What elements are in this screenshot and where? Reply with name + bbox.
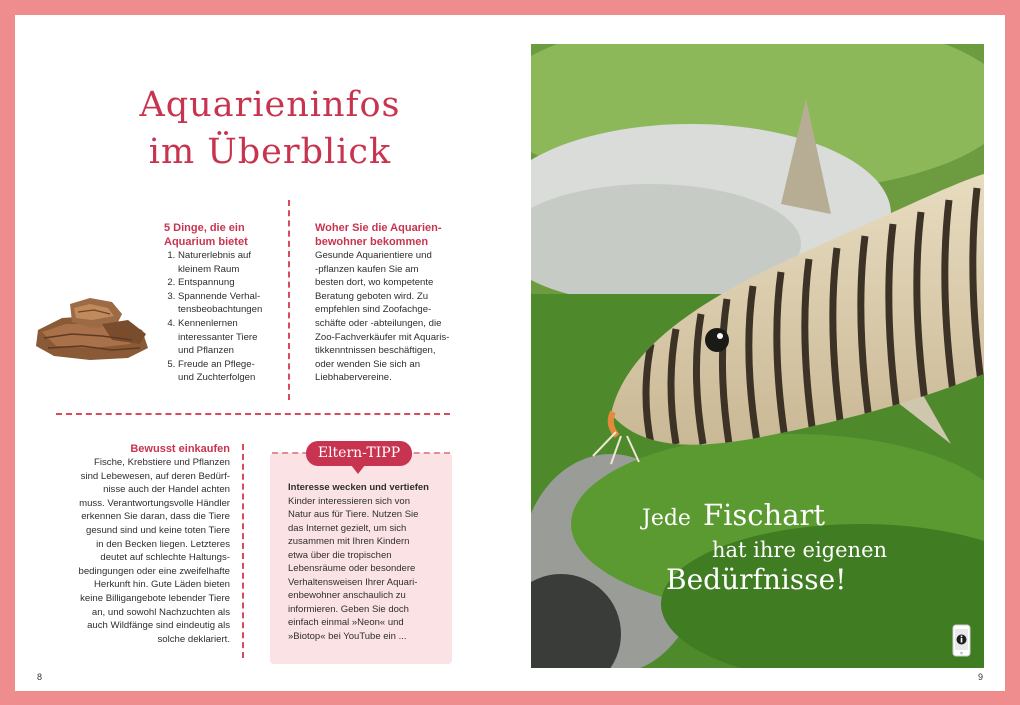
smartphone-info-icon <box>952 624 971 657</box>
title-line-2: im Überblick <box>148 132 392 172</box>
quote-line-2: hat ihre eigenen <box>712 538 888 562</box>
buy-consciously-heading: Bewusst einkaufen <box>130 443 230 455</box>
benefits-list <box>164 249 282 385</box>
list-item: 5. Freude an Pflege- und Zuchterfolgen <box>178 358 282 385</box>
where-to-buy-text: Gesunde Aquarientiere und -pflanzen kaufen Sie am besten dort, wo kompetente Beratung geboten wird. Zu empfehlen sind Zoofachge- schäfte oder -abteilungen, die Zoo-Fachverkäufer mit Aquaris- tikkenntnissen beschäftigen, oder wenden Sie sich an Liebhabervereine. <box>315 250 450 384</box>
where-to-buy-heading: Woher Sie die Aquarien- bewohner bekommen <box>315 222 442 248</box>
page-number-right: 9 <box>978 672 984 682</box>
column-divider <box>242 444 244 658</box>
quote-line-3: Bedürfnisse! <box>666 563 847 596</box>
parent-tip-text: Interesse wecken und vertiefen Kinder interessieren sich von Natur aus für Tiere. Nutzen Sie das Internet gezielt, um sich zusammen mit Ihren Kindern etwa über die tropischen Lebensräume oder besondere Verhaltensweisen Ihrer Aquari- enbewohner anschaulich zu informieren. Geben Sie doch einfach einmal »Neon« und »Biotop« bei YouTube ein ... <box>288 482 429 642</box>
buy-consciously-text: Fische, Krebstiere und Pflanzen sind Lebewesen, auf deren Bedürf- nisse auch der Handel achten muss. Verantwortungsvolle Händler erkennen Sie daran, dass die Tiere gesund sind und keine toten Tiere in den Becken liegen. Letzteres deutet auf schlechte Haltungs- bedingungen oder eine zweifelhafte Herkunft hin. Gute Läden bieten keine Billigangebote lebender Tiere an, und sowohl Nachzuchten als auch Wildfänge sind eindeutig als solche deklariert. <box>78 457 230 645</box>
parent-tip-badge: Eltern-TIPP <box>306 441 412 466</box>
where-to-buy-section <box>315 221 455 385</box>
quote-word-1: Jede <box>642 506 691 531</box>
quote-word-2: Fischart <box>703 498 826 532</box>
benefits-heading: 5 Dinge, die ein Aquarium bietet <box>164 222 248 248</box>
list-item: 2. Entspannung <box>178 276 282 290</box>
section-divider <box>56 413 450 415</box>
buy-consciously-section <box>68 442 230 646</box>
title-line-1: Aquarieninfos <box>139 85 401 125</box>
page-number-left: 8 <box>37 672 43 682</box>
aquarium-benefits-section <box>164 221 282 385</box>
page-title <box>120 82 420 176</box>
list-item: 3. Spannende Verhal- tensbeobachtungen <box>178 290 282 317</box>
column-divider <box>288 200 290 400</box>
list-item: 1. Naturerlebnis auf kleinem Raum <box>178 249 282 276</box>
list-item: 4. Kennenlernen interessanter Tiere und Pflanzen <box>178 317 282 358</box>
rock-stack-illustration <box>32 290 150 362</box>
